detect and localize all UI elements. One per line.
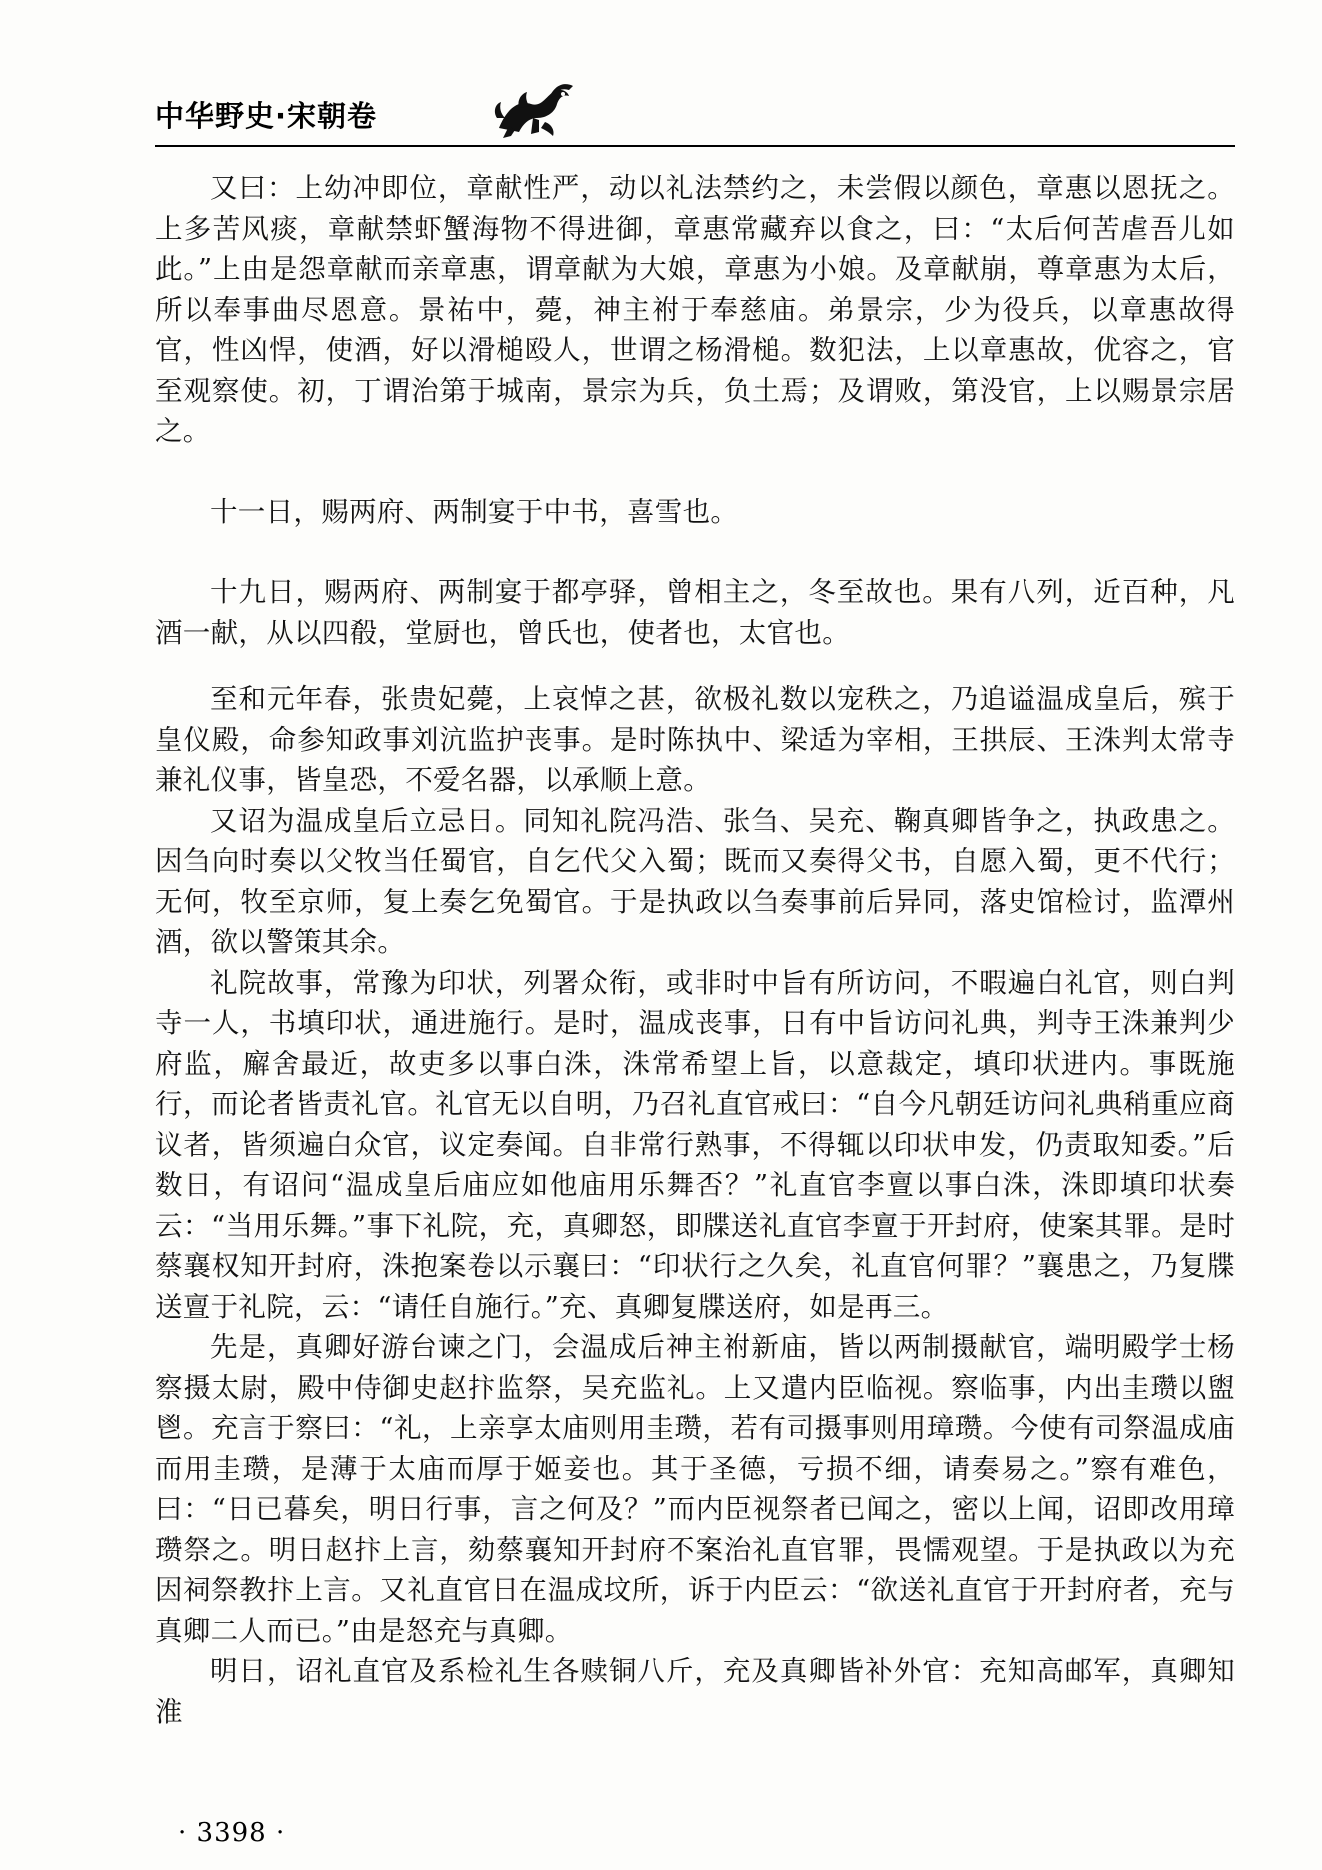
- page-number: · 3398 ·: [178, 1818, 286, 1848]
- paragraph-7: 先是，真卿好游台谏之门，会温成后神主祔新庙，皆以两制摄献官，端明殿学士杨察摄太尉，殿中侍御史赵抃监祭，吴充监礼。上又遣内臣临视。察临事，内出圭瓒以盥鬯。充言于察曰：“礼，上亲享太庙则用圭瓒，若有司摄事则用璋瓒。今使有司祭温成庙而用圭瓒，是薄于太庙而厚于姬妾也。其于圣德，亏损不细，请奏易之。”察有难色，曰：“日已暮矣，明日行事，言之何及？”而内臣视祭者已闻之，密以上闻，诏即改用璋瓒祭之。明日赵抃上言，劾蔡襄知开封府不案治礼直官罪，畏懦观望。于是执政以为充因祠祭教抃上言。又礼直官日在温成坟所，诉于内臣云：“欲送礼直官于开封府者，充与真卿二人而已。”由是怒充与真卿。: [155, 1331, 1235, 1647]
- body-text: [155, 168, 1235, 1732]
- paragraph-4: 至和元年春，张贵妃薨，上哀悼之甚，欲极礼数以宠秩之，乃追谥温成皇后，殡于皇仪殿，命参知政事刘沆监护丧事。是时陈执中、梁适为宰相，王拱辰、王洙判太常寺兼礼仪事，皆皇恐，不爱名器，以承顺上意。: [155, 683, 1235, 796]
- running-header: [155, 88, 1235, 150]
- paragraph-spacer: [155, 653, 1235, 679]
- paragraph-spacer: [155, 532, 1235, 572]
- book-title: 中华野史·宋朝卷: [155, 99, 378, 133]
- paragraph-spacer: [155, 452, 1235, 492]
- header-rule: [155, 145, 1235, 147]
- paragraph-5: 又诏为温成皇后立忌日。同知礼院冯浩、张刍、吴充、鞠真卿皆争之，执政患之。因刍向时奏以父牧当任蜀官，自乞代父入蜀；既而又奏得父书，自愿入蜀，更不代行；无何，牧至京师，复上奏乞免蜀官。于是执政以刍奏事前后异同，落史馆检讨，监潭州酒，欲以警策其余。: [155, 804, 1235, 958]
- paragraph-2: 十一日，赐两府、两制宴于中书，喜雪也。: [210, 495, 739, 528]
- paragraph-6: 礼院故事，常豫为印状，列署众衔，或非时中旨有所访问，不暇遍白礼官，则白判寺一人，书填印状，通进施行。是时，温成丧事，日有中旨访问礼典，判寺王洙兼判少府监，廨舍最近，故吏多以事白洙，洙常希望上旨，以意裁定，填印状进内。事既施行，而论者皆责礼官。礼官无以自明，乃召礼直官戒曰：“自今凡朝廷访问礼典稍重应商议者，皆须遍白众官，议定奏闻。自非常行熟事，不得辄以印状申发，仍责取知委。”后数日，有诏问“温成皇后庙应如他庙用乐舞否？”礼直官李亶以事白洙，洙即填印状奏云：“当用乐舞。”事下礼院，充，真卿怒，即牒送礼直官李亶于开封府，使案其罪。是时蔡襄权知开封府，洙抱案卷以示襄曰：“印状行之久矣，礼直官何罪？”襄患之，乃复牒送亶于礼院，云：“请任自施行。”充、真卿复牒送府，如是再三。: [155, 966, 1235, 1323]
- dragon-emblem-icon: [489, 78, 579, 144]
- paragraph-8: 明日，诏礼直官及系检礼生各赎铜八斤，充及真卿皆补外官：充知高邮军，真卿知淮: [155, 1655, 1235, 1728]
- paragraph-1: 又曰：上幼冲即位，章献性严，动以礼法禁约之，未尝假以颜色，章惠以恩抚之。上多苦风痰，章献禁虾蟹海物不得进御，章惠常藏弃以食之，曰：“太后何苦虐吾儿如此。”上由是怨章献而亲章惠，谓章献为大娘，章惠为小娘。及章献崩，尊章惠为太后，所以奉事曲尽恩意。景祐中，薨，神主祔于奉慈庙。弟景宗，少为役兵，以章惠故得官，性凶悍，使酒，好以滑槌殴人，世谓之杨滑槌。数犯法，上以章惠故，优容之，官至观察使。初，丁谓治第于城南，景宗为兵，负土焉；及谓败，第没官，上以赐景宗居之。: [155, 172, 1235, 447]
- paragraph-3: 十九日，赐两府、两制宴于都亭驿，曾相主之，冬至故也。果有八列，近百种，凡酒一献，从以四殽，堂厨也，曾氏也，使者也，太官也。: [155, 576, 1235, 649]
